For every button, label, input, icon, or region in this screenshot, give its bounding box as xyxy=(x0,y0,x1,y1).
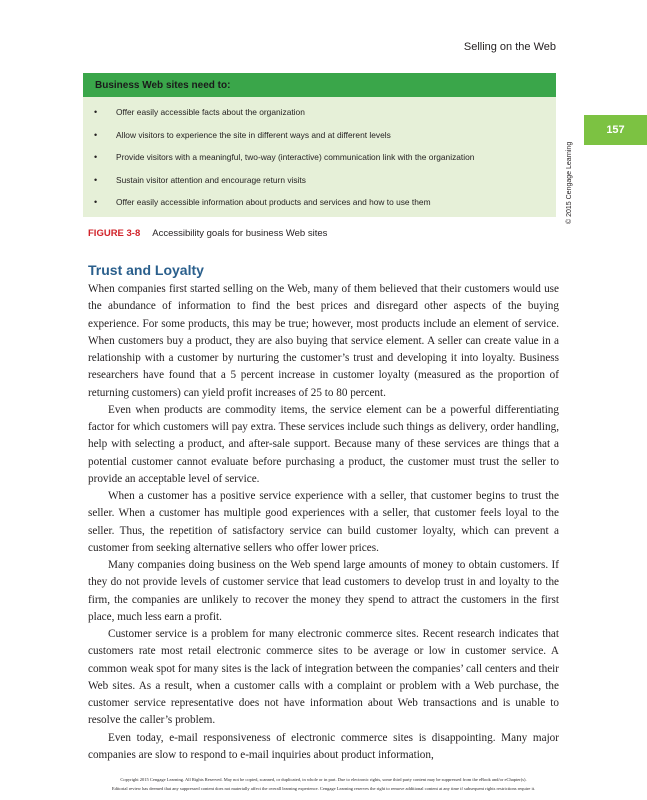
figure-caption-text: Accessibility goals for business Web sites xyxy=(152,228,328,239)
figure-list-item xyxy=(83,101,556,124)
running-head: Selling on the Web xyxy=(463,41,556,53)
figure-list-item xyxy=(83,169,556,192)
figure-list-item-text: Offer easily accessible information about products and services and how to use them xyxy=(116,197,431,207)
figure-caption xyxy=(88,228,327,239)
copyright-footer xyxy=(0,776,647,793)
bullet-icon: • xyxy=(94,152,98,162)
figure-credit: © 2015 Cengage Learning xyxy=(566,141,573,224)
paragraph: Many companies doing business on the Web spend large amounts of money to obtain customers. If they do not provide levels of customer service that lead customers to develop trust in and loyalty to the firm, the companies are unlikely to recover the money they spend to attract the customers in the first place, much less earn a profit. xyxy=(88,559,559,623)
body-text xyxy=(88,281,559,764)
paragraph: Even today, e-mail responsiveness of electronic commerce sites is disappointing. Many major companies are slow to respond to e-mail inquiries about product information, xyxy=(88,731,559,761)
bullet-icon: • xyxy=(94,107,98,117)
page-number-tab: 157 xyxy=(584,115,647,145)
figure-list xyxy=(83,97,556,214)
paragraph: When a customer has a positive service experience with a seller, that customer begins to trust the seller. When a customer has multiple good experiences with a seller, that customer feels loyal to the seller. Thus, the repetition of satisfactory service can build customer loyalty, which can prevent a customer from seeking alternative sellers who offer lower prices. xyxy=(88,490,559,554)
figure-label: FIGURE 3-8 xyxy=(88,228,141,239)
bullet-icon: • xyxy=(94,197,98,207)
figure-box xyxy=(83,73,556,217)
footer-line: Editorial review has deemed that any suppressed content does not materially affect the overall learning experience. Cengage Learning reserves the right to remove additional content at any time if subsequent rights restrictions require it. xyxy=(111,785,536,791)
paragraph: Even when products are commodity items, the service element can be a powerful differentiating factor for which customers will pay extra. These services include such things as delivery, order handling, help with selecting a product, and after-sale support. Because many of these services are things that a potential customer cannot evaluate before purchasing a product, the customer must trust the seller to provide an acceptable level of service. xyxy=(88,403,559,485)
figure-box-title: Business Web sites need to: xyxy=(83,73,556,97)
figure-list-item-text: Offer easily accessible facts about the organization xyxy=(116,107,305,117)
paragraph: When companies first started selling on the Web, many of them believed that their customers would use the abundance of information to find the best prices and disregard other aspects of the buying experience. For some products, this may be true; however, most products include an element of service. When customers buy a product, they are also buying that service element. A seller can create value in a relationship with a customer by nurturing the customer’s trust and developing it into loyalty. Business researchers have found that a 5 percent increase in customer loyalty (measured as the proportion of returning customers) can yield profit increases of 25 to 80 percent. xyxy=(88,283,559,399)
footer-line: Copyright 2015 Cengage Learning. All Rights Reserved. May not be copied, scanned, or duplicated, in whole or in part. Due to electronic rights, some third party content may be suppressed from the eBook and/or eChapter(s). xyxy=(120,777,527,782)
figure-list-item-text: Provide visitors with a meaningful, two-way (interactive) communication link with the organization xyxy=(116,152,475,162)
figure-list-item xyxy=(83,146,556,169)
bullet-icon: • xyxy=(94,129,98,140)
paragraph: Customer service is a problem for many electronic commerce sites. Recent research indicates that customers rate most retail electronic commerce sites to be average or low in customer service. A common weak spot for many sites is the lack of integration between the companies’ call centers and their Web sites. As a result, when a customer calls with a complaint or problem with a Web purchase, the customer service representative does not have information about Web transactions and is unable to resolve the caller’s problem. xyxy=(88,628,559,727)
section-heading: Trust and Loyalty xyxy=(88,262,204,278)
figure-list-item xyxy=(83,191,556,214)
figure-list-item-text: Sustain visitor attention and encourage return visits xyxy=(116,174,306,185)
figure-list-item xyxy=(83,124,556,147)
figure-list-item-text: Allow visitors to experience the site in different ways and at different levels xyxy=(116,129,391,140)
bullet-icon: • xyxy=(94,174,98,185)
